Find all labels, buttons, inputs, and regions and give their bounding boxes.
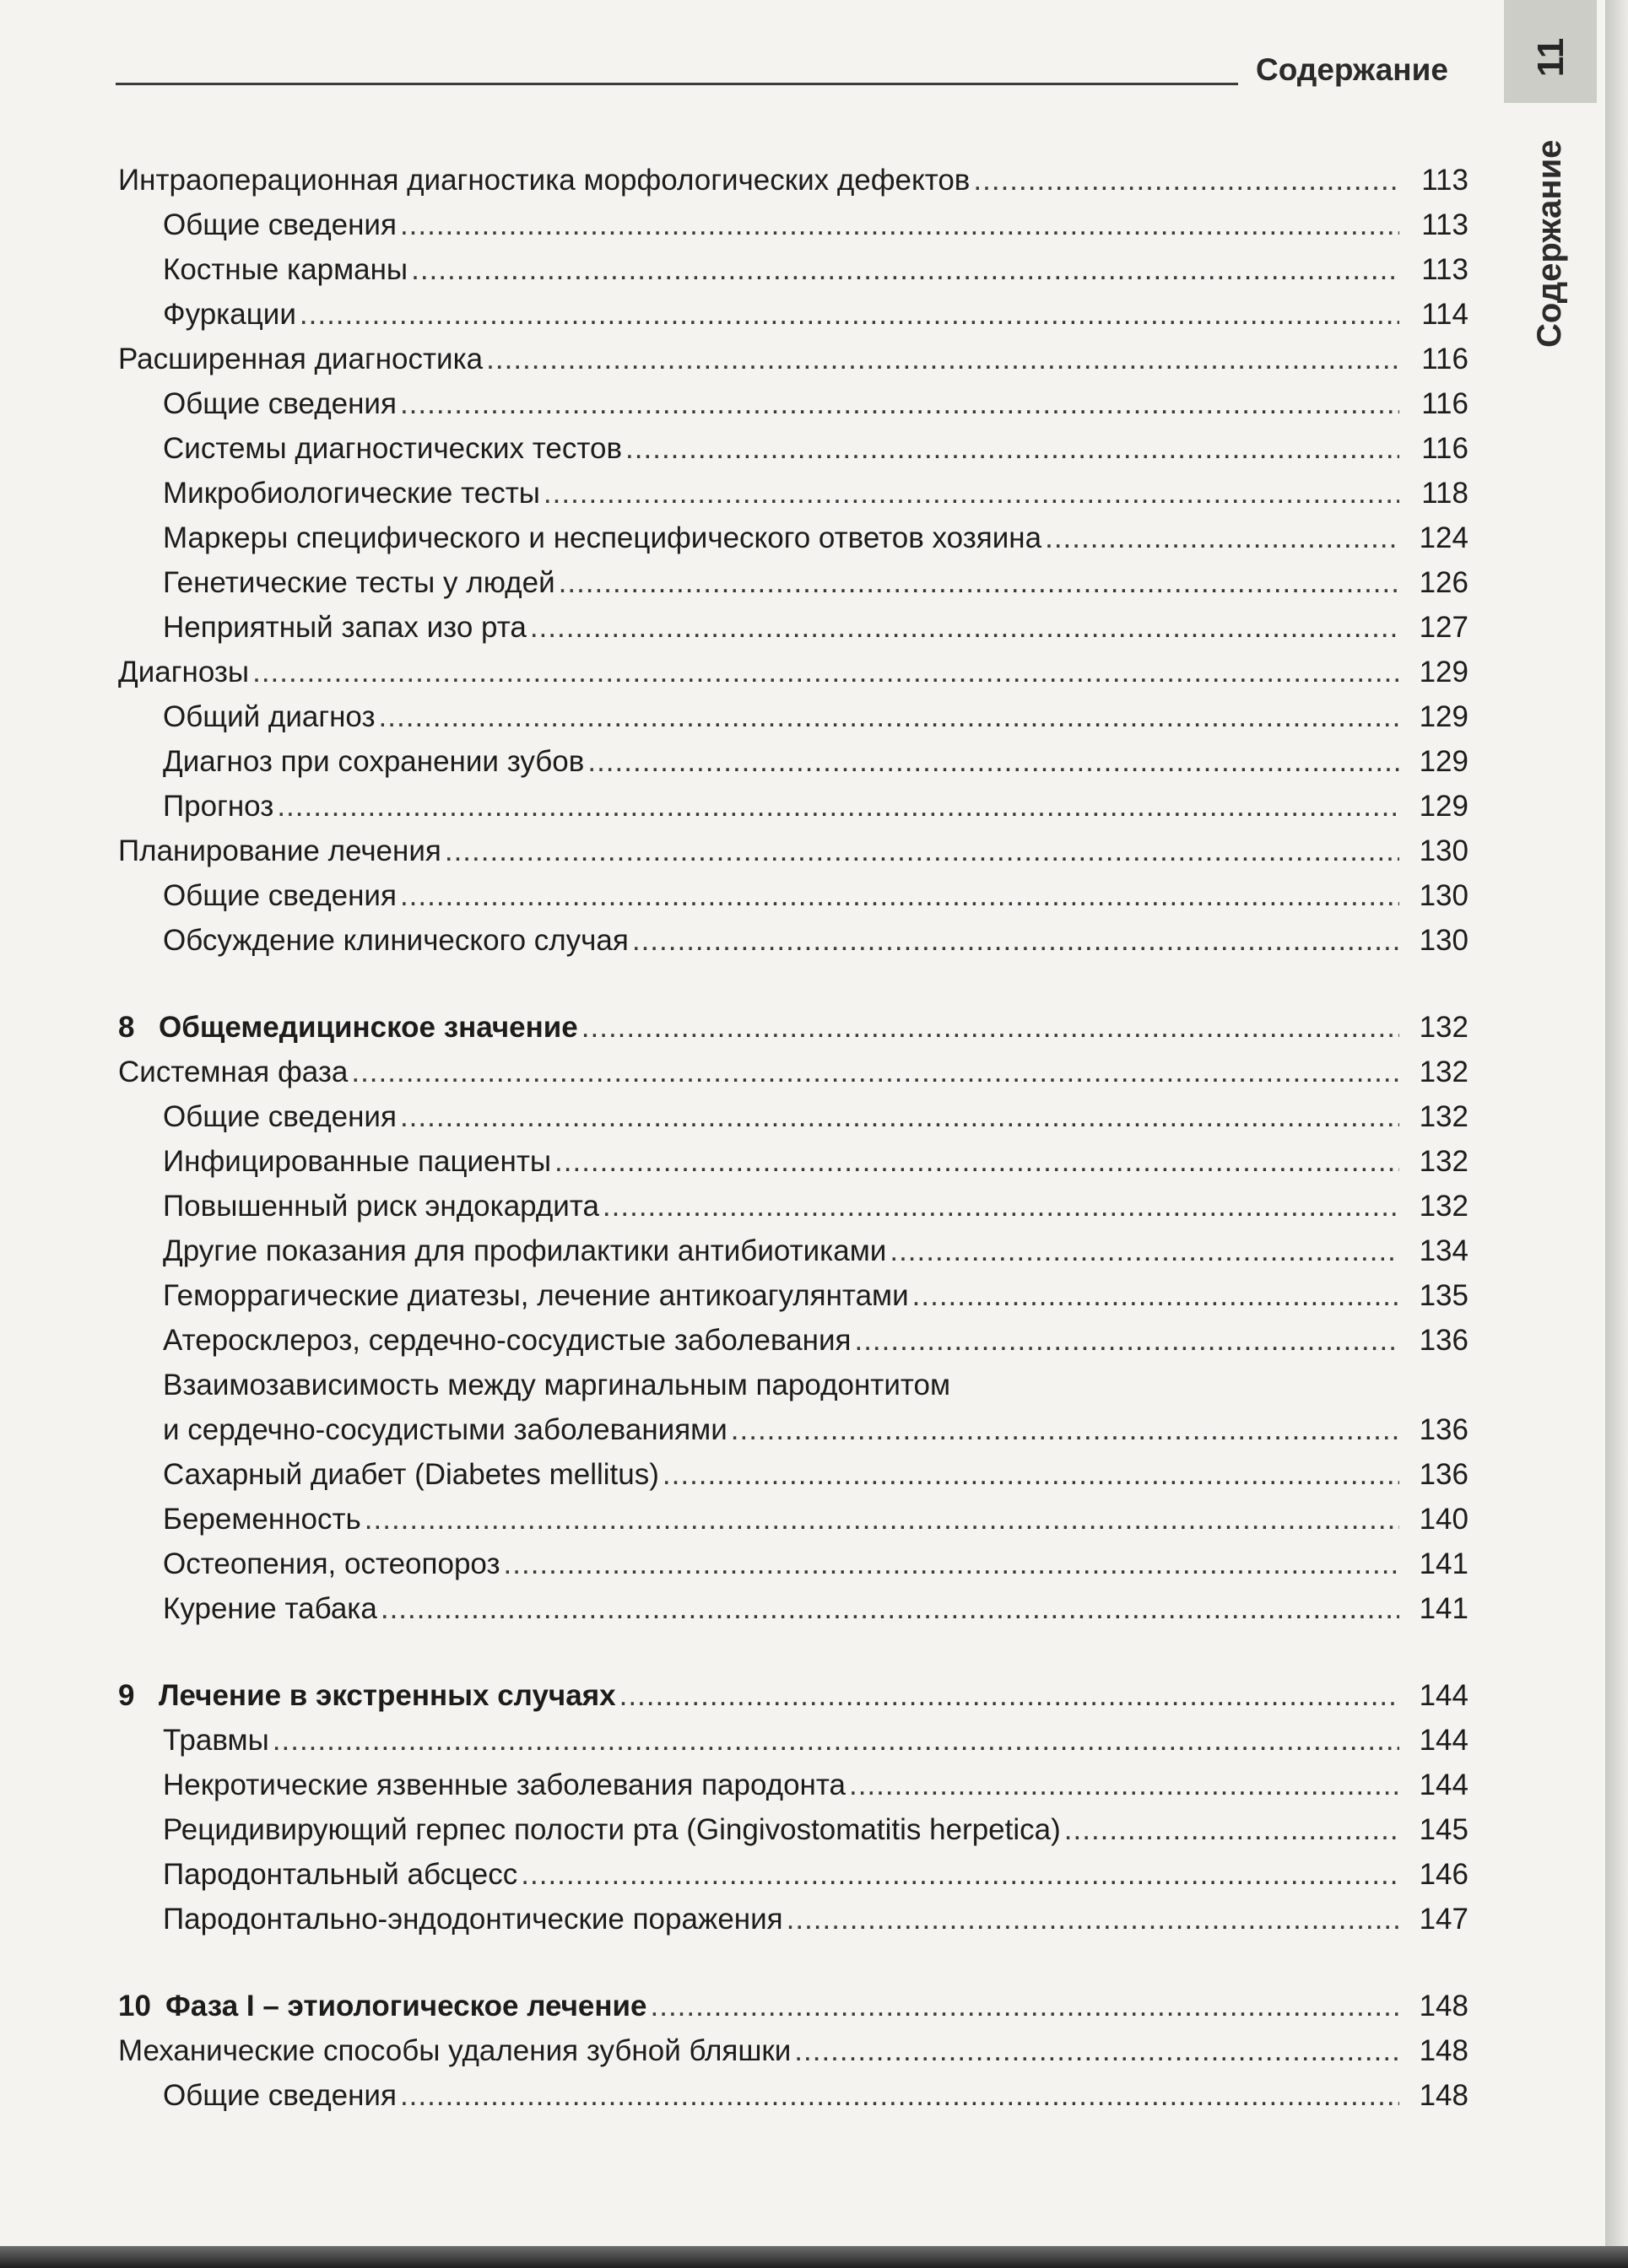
toc-entry[interactable] [163, 699, 1468, 736]
toc-entry-title: Геморрагические диатезы, лечение антикоагулянтами [163, 1279, 909, 1312]
leader-dots [504, 1546, 1399, 1583]
header-rule [116, 83, 1238, 85]
toc-entry[interactable] [163, 1722, 1468, 1759]
toc-entry-page: 114 [1421, 298, 1468, 331]
toc-entry-page: 132 [1419, 1100, 1468, 1133]
toc-entry-page: 126 [1419, 566, 1468, 599]
toc-entry-title: Системная фаза [118, 1056, 349, 1088]
toc-entry-title-continuation: и сердечно-сосудистыми заболеваниями [163, 1413, 727, 1446]
toc-entry-page: 132 [1419, 1190, 1468, 1223]
toc-entry[interactable] [163, 1188, 1468, 1225]
toc-entry-page: 129 [1419, 656, 1468, 688]
leader-dots [445, 833, 1399, 870]
toc-entry-title: Микробиологические тесты [163, 477, 540, 510]
toc-entry-page: 146 [1419, 1858, 1468, 1891]
leader-dots [1064, 1812, 1399, 1849]
toc-entry-page: 118 [1421, 477, 1468, 510]
toc-entry[interactable] [163, 2077, 1468, 2114]
toc-entry[interactable] [163, 296, 1468, 333]
toc-entry[interactable] [118, 162, 1468, 199]
page-edge-shadow [1605, 0, 1628, 2268]
leader-dots [400, 878, 1399, 915]
toc-entry-title: Пародонтальный абсцесс [163, 1858, 518, 1891]
toc-entry-page: 129 [1419, 790, 1468, 823]
toc-entry[interactable] [118, 2033, 1468, 2070]
toc-entry-title: Лечение в экстренных случаях [159, 1679, 616, 1712]
toc-entry-page: 129 [1419, 745, 1468, 778]
toc-entry-title: Костные карманы [163, 253, 408, 286]
toc-chapter-entry[interactable] [118, 1677, 1468, 1714]
leader-dots [912, 1277, 1399, 1315]
leader-dots [787, 1901, 1399, 1938]
toc-entry-page: 130 [1419, 834, 1468, 867]
toc-entry-page: 147 [1419, 1903, 1468, 1936]
toc-entry-page: 148 [1419, 2079, 1468, 2112]
chapter-number: 10 [118, 1990, 151, 2022]
toc-entry[interactable] [163, 743, 1468, 780]
running-header-title: Содержание [1256, 52, 1448, 87]
toc-entry-title: Диагнозы [118, 656, 250, 688]
toc-entry[interactable] [163, 386, 1468, 423]
toc-entry[interactable] [118, 833, 1468, 870]
leader-dots [521, 1856, 1399, 1893]
leader-dots [544, 475, 1399, 512]
toc-entry-page: 135 [1419, 1279, 1468, 1312]
toc-entry-title: Генетические тесты у людей [163, 566, 555, 599]
toc-entry-page: 129 [1419, 700, 1468, 733]
leader-dots [625, 430, 1399, 467]
leader-dots [365, 1501, 1399, 1538]
toc-entry-title: Повышенный риск эндокардита [163, 1190, 599, 1223]
toc-entry[interactable] [163, 1233, 1468, 1270]
toc-entry-page: 130 [1419, 879, 1468, 912]
toc-entry[interactable] [163, 1856, 1468, 1893]
toc-entry[interactable] [163, 1456, 1468, 1493]
toc-entry-title: Планирование лечения [118, 834, 441, 867]
toc-entry-page: 113 [1421, 253, 1468, 286]
leader-dots [400, 1099, 1399, 1136]
page-bottom-edge [0, 2246, 1628, 2268]
toc-entry[interactable] [163, 1812, 1468, 1849]
leader-dots [973, 162, 1399, 199]
toc-entry-page: 141 [1419, 1592, 1468, 1625]
toc-entry-page: 116 [1421, 343, 1468, 375]
toc-entry-page: 140 [1419, 1503, 1468, 1536]
toc-entry-title: Неприятный запах изо рта [163, 611, 527, 644]
leader-dots [603, 1188, 1399, 1225]
toc-entry-title: Общие сведения [163, 1100, 397, 1133]
leader-dots [731, 1412, 1399, 1449]
toc-entry[interactable] [163, 520, 1468, 557]
leader-dots [379, 699, 1399, 736]
leader-dots [849, 1767, 1399, 1804]
toc-entry-page: 116 [1421, 387, 1468, 420]
toc-entry-page: 132 [1419, 1011, 1468, 1044]
toc-entry-title: Прогноз [163, 790, 274, 823]
toc-entry-title: Фуркации [163, 298, 296, 331]
leader-dots [381, 1590, 1399, 1628]
toc-chapter-entry[interactable] [118, 1988, 1468, 2025]
toc-entry-title: Травмы [163, 1724, 269, 1757]
toc-entry[interactable] [118, 654, 1468, 691]
toc-entry[interactable] [163, 1767, 1468, 1804]
leader-dots [663, 1456, 1399, 1493]
leader-dots [411, 251, 1399, 289]
toc-entry-page: 113 [1421, 208, 1468, 241]
toc-entry-page: 136 [1419, 1413, 1468, 1446]
toc-entry-page: 113 [1421, 164, 1468, 197]
toc-entry-title: Общие сведения [163, 879, 397, 912]
leader-dots [400, 2077, 1399, 2114]
toc-entry-title: Маркеры специфического и неспецифического ответов хозяина [163, 521, 1042, 554]
chapter-number: 8 [118, 1011, 135, 1044]
toc-entry[interactable] [163, 564, 1468, 602]
toc-entry[interactable] [163, 1546, 1468, 1583]
toc-entry-page: 145 [1419, 1813, 1468, 1846]
toc-entry-title: Пародонтально-эндодонтические поражения [163, 1903, 783, 1936]
toc-entry[interactable] [163, 430, 1468, 467]
leader-dots [632, 922, 1399, 959]
toc-entry[interactable] [163, 251, 1468, 289]
toc-entry-title: Беременность [163, 1503, 361, 1536]
toc-entry-page: 136 [1419, 1324, 1468, 1357]
leader-dots [486, 341, 1399, 378]
toc-entry[interactable] [118, 341, 1468, 378]
toc-entry-title: Общие сведения [163, 2079, 397, 2112]
toc-entry-title: Инфицированные пациенты [163, 1145, 552, 1178]
toc-entry-title: Интраоперационная диагностика морфологических дефектов [118, 164, 971, 197]
leader-dots [651, 1988, 1400, 2025]
chapter-number: 9 [118, 1679, 135, 1712]
toc-entry[interactable] [163, 1501, 1468, 1538]
toc-entry-page: 132 [1419, 1056, 1468, 1088]
leader-dots [794, 2033, 1399, 2070]
leader-dots [619, 1677, 1399, 1714]
toc-entry[interactable] [163, 207, 1468, 244]
toc-entry-title: Механические способы удаления зубной бляшки [118, 2034, 792, 2067]
toc-entry[interactable] [163, 1143, 1468, 1180]
toc-entry[interactable] [163, 609, 1468, 646]
toc-entry[interactable] [163, 1590, 1468, 1628]
toc-chapter-entry[interactable] [118, 1009, 1468, 1046]
toc-entry-page: 136 [1419, 1458, 1468, 1491]
toc-entry-page: 116 [1421, 432, 1468, 465]
toc-entry[interactable] [163, 1901, 1468, 1938]
toc-entry-title: Взаимозависимость между маргинальным пародонтитом [163, 1369, 951, 1401]
toc-entry-title: Диагноз при сохранении зубов [163, 745, 585, 778]
toc-entry[interactable] [118, 1054, 1468, 1091]
leader-dots [400, 386, 1399, 423]
toc-entry[interactable] [163, 878, 1468, 915]
toc-entry[interactable] [163, 1099, 1468, 1136]
leader-dots [587, 743, 1399, 780]
toc-entry-title: Общие сведения [163, 208, 397, 241]
leader-dots [273, 1722, 1399, 1759]
toc-entry-page: 144 [1419, 1679, 1468, 1712]
leader-dots [400, 207, 1399, 244]
leader-dots [530, 609, 1399, 646]
leader-dots [1045, 520, 1399, 557]
toc-entry-page: 148 [1419, 1990, 1468, 2022]
toc-entry-title: Рецидивирующий герпес полости рта (Gingivostomatitis herpetica) [163, 1813, 1061, 1846]
toc-entry-page: 134 [1419, 1234, 1468, 1267]
toc-entry-title: Обсуждение клинического случая [163, 924, 629, 957]
toc-entry-page: 141 [1419, 1547, 1468, 1580]
toc-entry-title: Общемедицинское значение [159, 1011, 578, 1044]
toc-entry-title: Системы диагностических тестов [163, 432, 623, 465]
page-number: 11 [1530, 37, 1571, 78]
toc-entry-continuation[interactable] [163, 1412, 1468, 1449]
thumb-tab-label: Содержание [1531, 139, 1568, 348]
toc-entry-page: 144 [1419, 1724, 1468, 1757]
toc-entry-title: Общие сведения [163, 387, 397, 420]
leader-dots [300, 296, 1399, 333]
toc-entry-page: 130 [1419, 924, 1468, 957]
leader-dots [559, 564, 1399, 602]
leader-dots [581, 1009, 1399, 1046]
toc-entry-title: Остеопения, остеопороз [163, 1547, 500, 1580]
toc-entry-title: Атеросклероз, сердечно-сосудистые заболевания [163, 1324, 852, 1357]
leader-dots [252, 654, 1399, 691]
toc-entry-page: 132 [1419, 1145, 1468, 1178]
toc-entry-page: 124 [1419, 521, 1468, 554]
toc-entry-title: Курение табака [163, 1592, 377, 1625]
toc-entry-title: Фаза I – этиологическое лечение [165, 1990, 647, 2022]
toc-entry-title: Другие показания для профилактики антибиотиками [163, 1234, 887, 1267]
toc-entry[interactable] [163, 1322, 1468, 1359]
toc-entry-page: 127 [1419, 611, 1468, 644]
leader-dots [351, 1054, 1399, 1091]
toc-entry-title: Общий диагноз [163, 700, 376, 733]
leader-dots [277, 788, 1399, 825]
toc-entry-title: Некротические язвенные заболевания пародонта [163, 1768, 846, 1801]
leader-dots [854, 1322, 1399, 1359]
toc-entry[interactable] [163, 475, 1468, 512]
toc-entry[interactable] [163, 1277, 1468, 1315]
toc-entry-title: Сахарный диабет (Diabetes mellitus) [163, 1458, 659, 1491]
toc-entry-page: 144 [1419, 1768, 1468, 1801]
leader-dots [554, 1143, 1399, 1180]
toc-entry-title: Расширенная диагностика [118, 343, 484, 375]
toc-entry[interactable] [163, 922, 1468, 959]
toc-entry-first-line[interactable] [163, 1367, 1468, 1404]
toc-entry-page: 148 [1419, 2034, 1468, 2067]
leader-dots [890, 1233, 1399, 1270]
toc-entry[interactable] [163, 788, 1468, 825]
